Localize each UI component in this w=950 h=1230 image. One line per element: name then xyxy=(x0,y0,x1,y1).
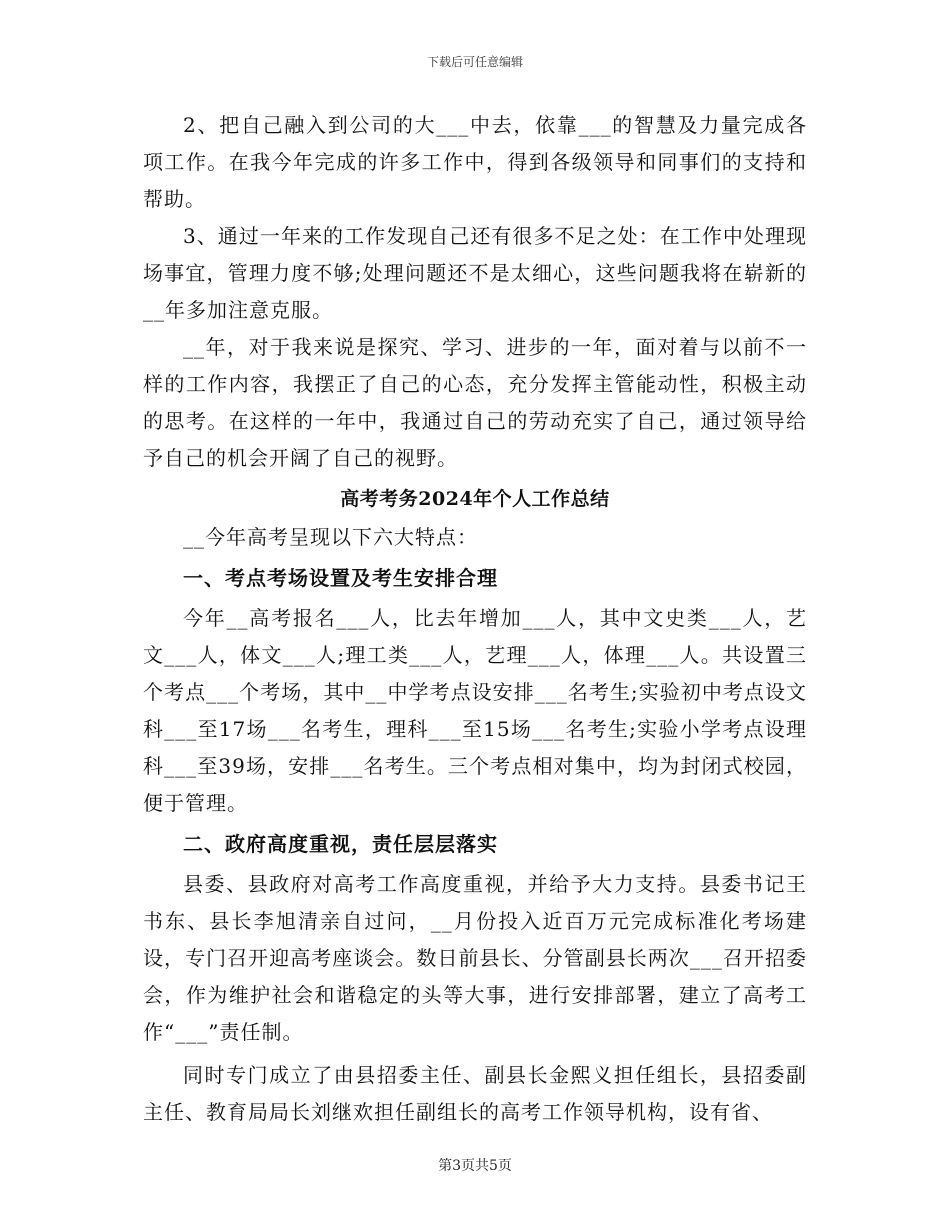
document-body xyxy=(143,107,807,1131)
page-footer: 第3页共5页 xyxy=(438,1158,512,1174)
paragraph-section-2: 县委、县政府对高考工作高度重视，并给予大力支持。县委书记王书东、县长李旭清亲自过问，__月份投入近百万元完成标准化考场建设，专门召开迎高考座谈会。数日前县长、分管副县长两次___召开招委会，作为维护社会和谐稳定的头等大事，进行安排部署，建立了高考工作“___”责任制。 xyxy=(143,872,807,1044)
page-header: 下载后可任意编辑 xyxy=(426,55,523,69)
paragraph-1: 2、把自己融入到公司的大___中去，依靠___的智慧及力量完成各项工作。在我今年完成的许多工作中，得到各级领导和同事们的支持和帮助。 xyxy=(143,113,807,211)
paragraph-3: __年，对于我来说是探究、学习、进步的一年，面对着与以前不一样的工作内容，我摆正了自己的心态，充分发挥主管能动性，积极主动的思考。在这样的一年中，我通过自己的劳动充实了自己，通过领导给予自己的机会开阔了自己的视野。 xyxy=(143,335,807,470)
paragraph-intro: __今年高考呈现以下六大特点： xyxy=(183,525,478,549)
paragraph-section-2b: 同时专门成立了由县招委主任、副县长金熙义担任组长，县招委副主任、教育局局长刘继欢担任副组长的高考工作领导机构，设有省、 xyxy=(143,1063,807,1124)
document-title: 高考考务2024年个人工作总结 xyxy=(340,488,610,510)
paragraph-2: 3、通过一年来的工作发现自己还有很多不足之处：在工作中处理现场事宜，管理力度不够;处理问题还不是太细心，这些问题我将在崭新的__年多加注意克服。 xyxy=(143,224,807,322)
section-heading-1: 一、考点考场设置及考生安排合理 xyxy=(183,566,498,590)
section-heading-2: 二、政府高度重视，责任层层落实 xyxy=(183,832,498,856)
paragraph-section-1: 今年__高考报名___人，比去年增加___人，其中文史类___人，艺文___人，体文___人;理工类___人，艺理___人，体理___人。共设置三个考点___个考场，其中__中学考点设安排___名考生;实验初中考点设文科___至17场___名考生，理科___至15场___名考生;实验小学考点设理科___至39场，安排___名考生。三个考点相对集中，均为封闭式校园，便于管理。 xyxy=(143,606,807,815)
